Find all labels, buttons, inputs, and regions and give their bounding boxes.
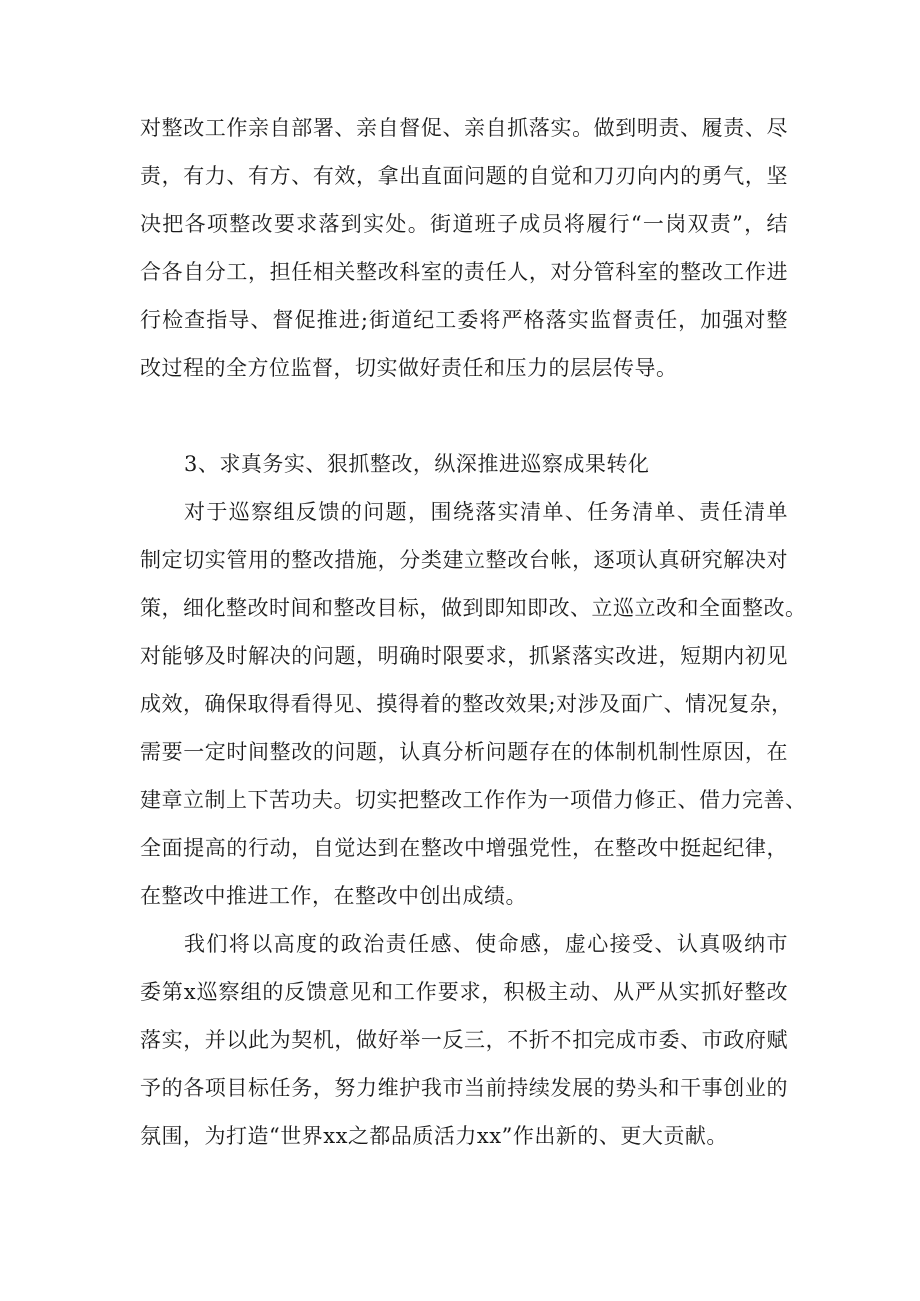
paragraph-line: 对能够及时解决的问题，明确时限要求，抓紧落实改进，短期内初见 [140, 644, 788, 668]
paragraph-line: 委第x巡察组的反馈意见和工作要求，积极主动、从严从实抓好整改 [140, 980, 788, 1004]
paragraph-line: 决把各项整改要求落到实处。街道班子成员将履行“一岗双责”，结 [140, 212, 788, 236]
paragraph-rectification [140, 488, 807, 920]
paragraph-line: 氛围，为打造“世界xx之都品质活力xx”作出新的、更大贡献。 [140, 1124, 728, 1148]
paragraph-line: 责，有力、有方、有效，拿出直面问题的自觉和刀刃向内的勇气，坚 [140, 164, 788, 188]
section-heading [140, 440, 788, 488]
paragraph-conclusion [140, 920, 788, 1160]
paragraph-line: 合各自分工，担任相关整改科室的责任人，对分管科室的整改工作进 [140, 260, 788, 284]
paragraph-line: 行检查指导、督促推进;街道纪工委将严格落实监督责任，加强对整 [140, 308, 788, 332]
paragraph-line: 对于巡察组反馈的问题，围绕落实清单、任务清单、责任清单 [184, 500, 788, 524]
paragraph-line: 我们将以高度的政治责任感、使命感，虚心接受、认真吸纳市 [184, 932, 788, 956]
paragraph-line: 改过程的全方位监督，切实做好责任和压力的层层传导。 [140, 356, 678, 380]
paragraph-line: 全面提高的行动，自觉达到在整改中增强党性，在整改中挺起纪律， [140, 836, 788, 860]
paragraph-line: 落实，并以此为契机，做好举一反三，不折不扣完成市委、市政府赋 [140, 1028, 788, 1052]
paragraph-line: 对整改工作亲自部署、亲自督促、亲自抓落实。做到明责、履责、尽 [140, 116, 788, 140]
paragraph-responsibility [140, 104, 788, 392]
paragraph-line: 制定切实管用的整改措施，分类建立整改台帐，逐项认真研究解决对 [140, 548, 788, 572]
paragraph-line: 建章立制上下苦功夫。切实把整改工作作为一项借力修正、借力完善、 [140, 788, 807, 812]
paragraph-line: 成效，确保取得看得见、摸得着的整改效果;对涉及面广、情况复杂， [140, 692, 793, 716]
section-heading-text: 3、求真务实、狠抓整改，纵深推进巡察成果转化 [184, 452, 650, 476]
paragraph-line: 予的各项目标任务，努力维护我市当前持续发展的势头和干事创业的 [140, 1076, 788, 1100]
paragraph-line: 在整改中推进工作，在整改中创出成绩。 [140, 884, 527, 908]
paragraph-line: 策，细化整改时间和整改目标，做到即知即改、立巡立改和全面整改。 [140, 596, 807, 620]
paragraph-line: 需要一定时间整改的问题，认真分析问题存在的体制机制性原因，在 [140, 740, 788, 764]
